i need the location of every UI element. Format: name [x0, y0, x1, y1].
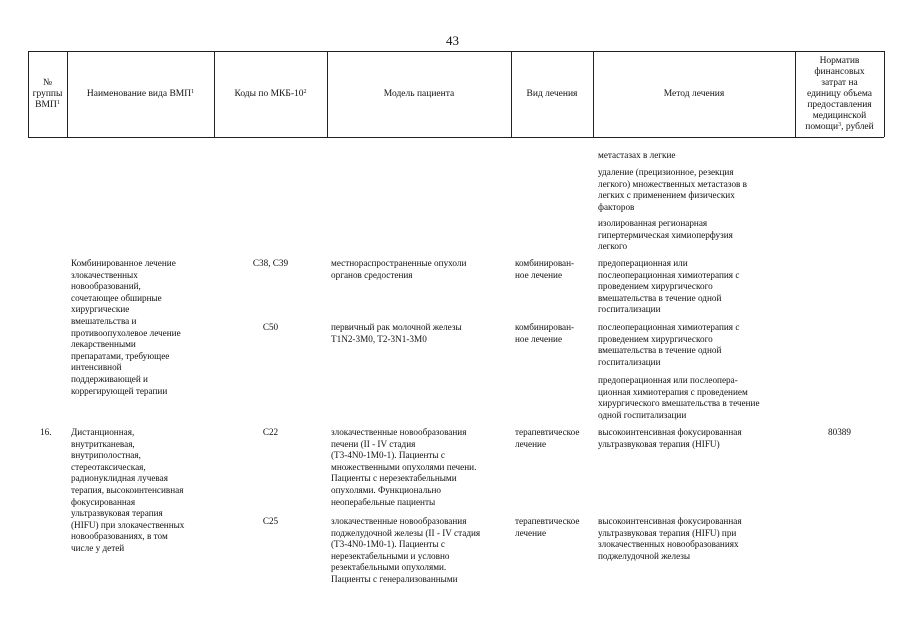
- vmp-name-radiotherapy: Дистанционная, внутритканевая, внутриполостная, стереотаксическая, радионуклидная лучевая терапия, высокоинтенсивная фокусированная ультразвуковая терапия (HIFU) при злокачественных новообразованиях, в том числе у детей: [71, 427, 185, 553]
- icd-codes: C50: [262, 322, 279, 332]
- header-group-no: № группы ВМП$^1$: [32, 77, 63, 110]
- patient-model: злокачественные новообразования печени (II - IV стадия (T3-4N0-1M0-1). Пациенты с множественными опухолями печени. Пациенты с нерезектабельными опухолями. Функционально неоперабельные пациенты: [331, 427, 477, 507]
- treatment-type: комбинирован- ное лечение: [515, 322, 575, 344]
- icd-codes: C38, C39: [252, 258, 289, 268]
- vmp-name-combined: Комбинированное лечение злокачественных новообразований, сочетающее обширные хирургические вмешательства и противоопухолевое лечение лекарственными препаратами, требующее интенсивной поддерживающей и коррегирующей терапии: [71, 258, 181, 396]
- icd-codes: C22: [262, 427, 279, 437]
- method-continued: удаление (прецизионное, резекция легкого) множественных метастазов в легких с применением физических факторов: [598, 167, 748, 212]
- group-number: 16.: [40, 427, 52, 437]
- icd-codes: C25: [262, 516, 279, 526]
- treatment-type: комбинирован- ное лечение: [515, 258, 575, 280]
- treatment-method: высокоинтенсивная фокусированная ультразвуковая терапия (HIFU): [598, 427, 742, 449]
- header-patient-model: Модель пациента: [383, 88, 455, 99]
- treatment-method: предоперационная или послеопера- ционная химиотерапия с проведением хирургического вмешательства в течение одной госпитализации: [598, 375, 760, 420]
- header-treatment-type: Вид лечения: [526, 88, 578, 99]
- treatment-method: предоперационная или послеоперационная химиотерапия с проведением хирургического вмешательства в течение одной госпитализации: [598, 258, 740, 315]
- treatment-method: послеоперационная химиотерапия с проведением хирургического вмешательства в течение одной госпитализации: [598, 322, 740, 367]
- treatment-type: терапевтическое лечение: [515, 427, 580, 449]
- patient-model: местнораспространенные опухоли органов средостения: [331, 258, 467, 280]
- treatment-method: высокоинтенсивная фокусированная ультразвуковая терапия (HIFU) при злокачественных новообразованиях поджелудочной железы: [598, 516, 742, 561]
- patient-model: злокачественные новообразования поджелудочной железы (II - IV стадия (T3-4N0-1M0-1). Пациенты с нерезектабельными и условно резектабельными опухолями. Пациенты с генерализованными: [331, 516, 481, 584]
- header-treatment-method: Метод лечения: [663, 88, 725, 99]
- header-cost: Норматив финансовых затрат на единицу объема предоставления медицинской помощи$^3$, рублей: [805, 55, 874, 132]
- page-number: 43: [446, 33, 459, 48]
- header-bottom-rule: [28, 137, 884, 138]
- method-continued: изолированная регионарная гипертермическая химиоперфузия легкого: [598, 218, 733, 252]
- treatment-type: терапевтическое лечение: [515, 516, 580, 538]
- header-vmp-name: Наименование вида ВМП$^1$: [86, 88, 195, 99]
- patient-model: первичный рак молочной железы T1N2-3M0, T2-3N1-3M0: [331, 322, 462, 344]
- cost-value: 80389: [828, 427, 851, 437]
- method-continued: метастазах в легкие: [598, 150, 676, 160]
- header-icd-codes: Коды по МКБ-$10^2$: [234, 88, 307, 99]
- col-divider: [884, 51, 885, 137]
